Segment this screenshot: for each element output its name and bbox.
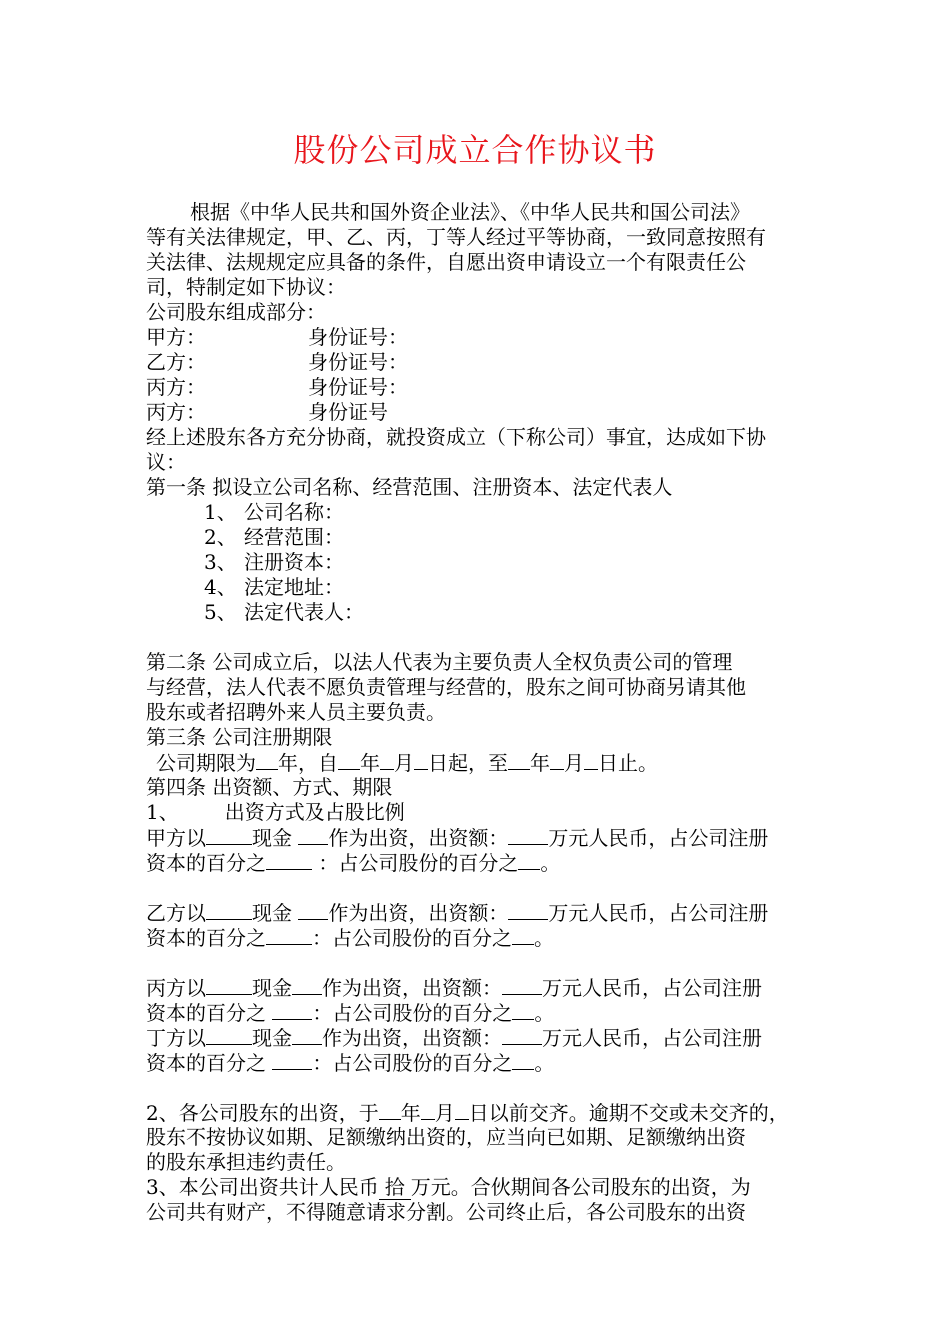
blank-field[interactable] [298,825,328,845]
blank-field[interactable] [272,1000,312,1020]
party-id-label: 身份证号： [308,375,408,399]
spacer [146,625,811,650]
sub2-text: 日以前交齐。逾期不交或未交齐的， [468,1101,789,1125]
term-text: 日止。 [598,751,658,775]
party-id-label: 身份证号： [308,350,408,374]
party-row [146,325,811,350]
article-4-sub2 [146,1100,811,1125]
blank-field[interactable] [550,750,564,770]
contrib-text: 甲方以 [146,826,206,850]
blank-field[interactable] [518,850,540,870]
party-name: 甲方： [146,325,206,349]
article-4-sub3 [146,1175,811,1200]
contrib-text: 资本的百分之 [146,1001,273,1025]
blank-field[interactable] [508,750,530,770]
contrib-text: 丙方以 [146,976,206,1000]
shareholders-heading: 公司股东组成部分： [146,300,326,324]
article-2-line: 股东或者招聘外来人员主要负责。 [146,700,446,724]
contrib-text: 资本的百分之 [146,1051,273,1075]
article-1-item [146,575,811,600]
term-text: 年 [360,751,380,775]
contrib-text: 现金 [252,901,299,925]
contrib-text: 作为出资，出资额： [322,976,502,1000]
contrib-text: 。 [540,851,561,875]
contrib-text: 。 [534,1051,555,1075]
blank-field[interactable] [502,975,542,995]
contrib-text: 作为出资，出资额： [322,1026,502,1050]
blank-field[interactable] [414,750,428,770]
contrib-text: 。 [534,926,554,950]
term-text: 年，自 [278,751,338,775]
contrib-text: 资本的百分之 [146,926,266,950]
party-id-label: 身份证号 [308,400,388,424]
item-number: 3、 [204,550,237,574]
blank-field[interactable] [206,975,252,995]
term-text: 月 [564,751,584,775]
blank-field[interactable] [206,825,252,845]
agreement-intro-line: 议： [146,450,186,474]
contrib-text: 现金 [252,826,299,850]
item-number: 2、 [204,525,237,549]
article-1-item [146,500,811,525]
article-1-heading: 第一条 拟设立公司名称、经营范围、注册资本、法定代表人 [146,475,673,499]
contribution-line [146,850,811,875]
document-title: 股份公司成立合作协议书 [293,131,657,169]
spacer [146,1075,811,1100]
contrib-text: 资本的百分之 [146,851,266,875]
contrib-text: 万元人民币，占公司注册 [548,901,769,925]
contribution-line [146,1025,811,1050]
capital-amount: 拾 [379,1175,411,1200]
document-body [146,200,811,1225]
term-text: 月 [394,751,414,775]
blank-field[interactable] [266,925,312,945]
contrib-text: 乙方以 [146,901,206,925]
blank-field[interactable] [584,750,598,770]
blank-field[interactable] [508,900,548,920]
contrib-text: ：占公司股份的百分之 [312,926,512,950]
blank-field[interactable] [256,750,278,770]
blank-field[interactable] [512,925,534,945]
sub3-text: 万元。合伙期间各公司股东的出资，为 [410,1175,751,1199]
item-number: 4、 [204,575,237,599]
intro-line: 等有关法律规定，甲、乙、丙，丁等人经过平等协商，一致同意按照有 [146,225,766,249]
blank-field[interactable] [298,900,328,920]
contribution-line [146,1050,811,1075]
contrib-text: 。 [534,1001,555,1025]
article-2-line: 与经营，法人代表不愿负责管理与经营的，股东之间可协商另请其他 [146,675,746,699]
item-text: 注册资本： [244,550,344,574]
blank-field[interactable] [292,975,322,995]
blank-field[interactable] [455,1100,469,1120]
article-2-line: 第二条 公司成立后，以法人代表为主要负责人全权负责公司的管理 [146,650,733,674]
contrib-text: ：占公司股份的百分之 [312,851,519,875]
blank-field[interactable] [421,1100,435,1120]
article-4-sub3-line: 公司共有财产，不得随意请求分割。公司终止后，各公司股东的出资 [146,1200,746,1224]
party-name: 乙方： [146,350,206,374]
intro-line: 司，特制定如下协议： [146,275,346,299]
term-text: 日起，至 [428,751,508,775]
party-name: 丙方： [146,400,206,424]
contrib-text: 现金 [252,1026,292,1050]
article-4-heading: 第四条 出资额、方式、期限 [146,775,393,799]
blank-field[interactable] [272,1050,312,1070]
contrib-text: 丁方以 [146,1026,206,1050]
item-text: 法定代表人： [244,600,364,624]
sub2-text: 2、各公司股东的出资，于 [146,1101,379,1125]
intro-line: 根据《中华人民共和国外资企业法》、《中华人民共和国公司法》 [190,200,750,224]
blank-field[interactable] [379,1100,401,1120]
term-text: 公司期限为 [156,751,256,775]
item-text: 公司名称： [244,500,344,524]
item-number: 1、 [146,800,179,824]
blank-field[interactable] [292,1025,322,1045]
blank-field[interactable] [512,1000,534,1020]
sub3-text: 3、本公司出资共计人民币 [146,1175,379,1199]
spacer [146,875,811,900]
blank-field[interactable] [380,750,394,770]
contrib-text: 万元人民币，占公司注册 [542,1026,762,1050]
intro-line: 关法律、法规规定应具备的条件，自愿出资申请设立一个有限责任公 [146,250,746,274]
term-text: 年 [530,751,550,775]
party-row [146,350,811,375]
contribution-line [146,1000,811,1025]
contrib-text: 现金 [252,976,292,1000]
article-4-sub2-line: 股东不按协议如期、足额缴纳出资的，应当向已如期、足额缴纳出资 [146,1125,746,1149]
article-1-item [146,525,811,550]
contribution-line [146,900,811,925]
contrib-text: ：占公司股份的百分之 [312,1051,513,1075]
party-row [146,400,811,425]
item-number: 1、 [204,500,237,524]
sub2-text: 年 [400,1101,421,1125]
article-4-sub1 [146,800,811,825]
blank-field[interactable] [512,1050,534,1070]
contrib-text: 万元人民币，占公司注册 [548,826,769,850]
blank-field[interactable] [338,750,360,770]
blank-field[interactable] [266,850,312,870]
party-id-label: 身份证号： [308,325,408,349]
article-3-term-line [146,750,811,775]
party-row [146,375,811,400]
contribution-line [146,825,811,850]
contrib-text: ：占公司股份的百分之 [312,1001,513,1025]
article-1-item [146,600,811,625]
blank-field[interactable] [508,825,548,845]
spacer [146,950,811,975]
article-1-item [146,550,811,575]
contrib-text: 作为出资，出资额： [328,901,509,925]
item-text: 出资方式及占股比例 [224,800,405,824]
article-4-sub2-line: 的股东承担违约责任。 [146,1150,346,1174]
contrib-text: 作为出资，出资额： [328,826,509,850]
sub2-text: 月 [434,1101,455,1125]
article-3-heading: 第三条 公司注册期限 [146,725,333,749]
blank-field[interactable] [502,1025,542,1045]
agreement-intro-line: 经上述股东各方充分协商，就投资成立（下称公司）事宜，达成如下协 [146,425,766,449]
contrib-text: 万元人民币，占公司注册 [542,976,762,1000]
contribution-line [146,975,811,1000]
item-text: 经营范围： [244,525,344,549]
contribution-line [146,925,811,950]
item-number: 5、 [204,600,237,624]
blank-field[interactable] [206,1025,252,1045]
blank-field[interactable] [206,900,252,920]
party-name: 丙方： [146,375,206,399]
item-text: 法定地址： [244,575,344,599]
